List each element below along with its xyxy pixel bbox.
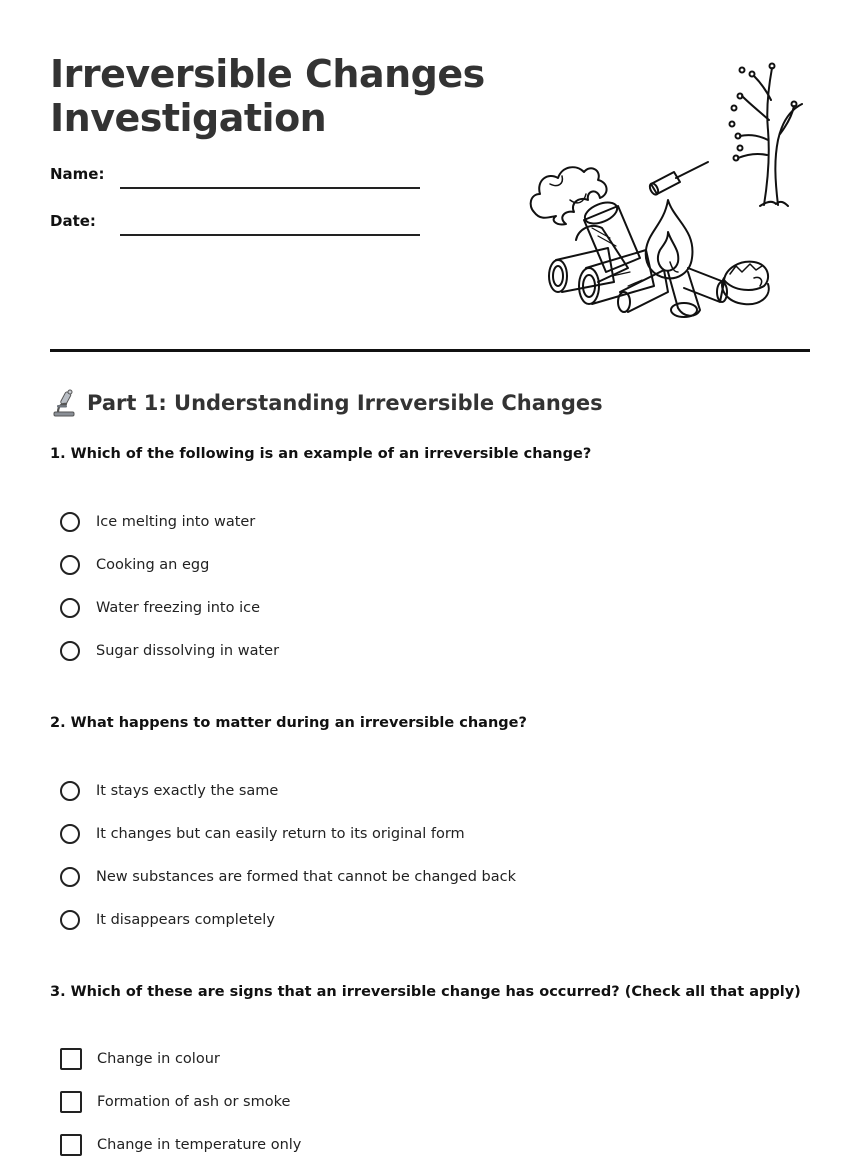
question-3: 3. Which of these are signs that an irreversible change has occurred? (Check all that apply) xyxy=(50,984,801,1000)
tree xyxy=(730,64,803,207)
q2-option-2[interactable] xyxy=(60,824,465,844)
microscope-icon xyxy=(50,388,78,418)
cracked-egg xyxy=(722,262,769,305)
option-label: Cooking an egg xyxy=(96,557,210,573)
option-label: New substances are formed that cannot be changed back xyxy=(96,869,516,885)
radio-button[interactable] xyxy=(60,910,80,930)
q2-option-1[interactable] xyxy=(60,781,278,801)
option-label: It disappears completely xyxy=(96,912,275,928)
checkbox[interactable] xyxy=(60,1134,82,1156)
radio-button[interactable] xyxy=(60,512,80,532)
q2-option-3[interactable] xyxy=(60,867,516,887)
section-title-text: Part 1: Understanding Irreversible Changes xyxy=(87,391,603,415)
option-label: Change in colour xyxy=(97,1051,220,1067)
q3-option-2[interactable] xyxy=(60,1091,290,1113)
name-field[interactable] xyxy=(120,187,420,189)
option-label: Sugar dissolving in water xyxy=(96,643,280,659)
option-label: It stays exactly the same xyxy=(96,783,279,799)
radio-button[interactable] xyxy=(60,824,80,844)
q3-option-3[interactable] xyxy=(60,1134,301,1156)
title-line-1: Irreversible Changes xyxy=(50,52,485,96)
name-label: Name: xyxy=(50,165,105,183)
date-label: Date: xyxy=(50,212,96,230)
q1-option-2[interactable] xyxy=(60,555,209,575)
option-label: It changes but can easily return to its original form xyxy=(96,826,465,842)
question-2: 2. What happens to matter during an irreversible change? xyxy=(50,715,527,731)
radio-button[interactable] xyxy=(60,867,80,887)
page-title xyxy=(50,52,485,140)
radio-button[interactable] xyxy=(60,781,80,801)
radio-button[interactable] xyxy=(60,555,80,575)
checkbox[interactable] xyxy=(60,1048,82,1070)
option-label: Water freezing into ice xyxy=(96,600,261,616)
flame xyxy=(646,200,693,278)
q1-option-4[interactable] xyxy=(60,641,279,661)
q1-option-1[interactable] xyxy=(60,512,255,532)
date-field[interactable] xyxy=(120,234,420,236)
radio-button[interactable] xyxy=(60,641,80,661)
option-label: Ice melting into water xyxy=(96,514,256,530)
q1-option-3[interactable] xyxy=(60,598,260,618)
logs xyxy=(549,198,727,317)
checkbox[interactable] xyxy=(60,1091,82,1113)
q3-option-1[interactable] xyxy=(60,1048,220,1070)
marshmallow-on-stick xyxy=(648,162,708,196)
option-label: Change in temperature only xyxy=(97,1137,302,1153)
campfire-illustration xyxy=(528,60,810,320)
question-1: 1. Which of the following is an example of an irreversible change? xyxy=(50,446,592,462)
title-line-2: Investigation xyxy=(50,96,327,140)
section-title xyxy=(50,388,603,418)
header-divider xyxy=(50,349,810,352)
option-label: Formation of ash or smoke xyxy=(97,1094,291,1110)
radio-button[interactable] xyxy=(60,598,80,618)
q2-option-4[interactable] xyxy=(60,910,275,930)
